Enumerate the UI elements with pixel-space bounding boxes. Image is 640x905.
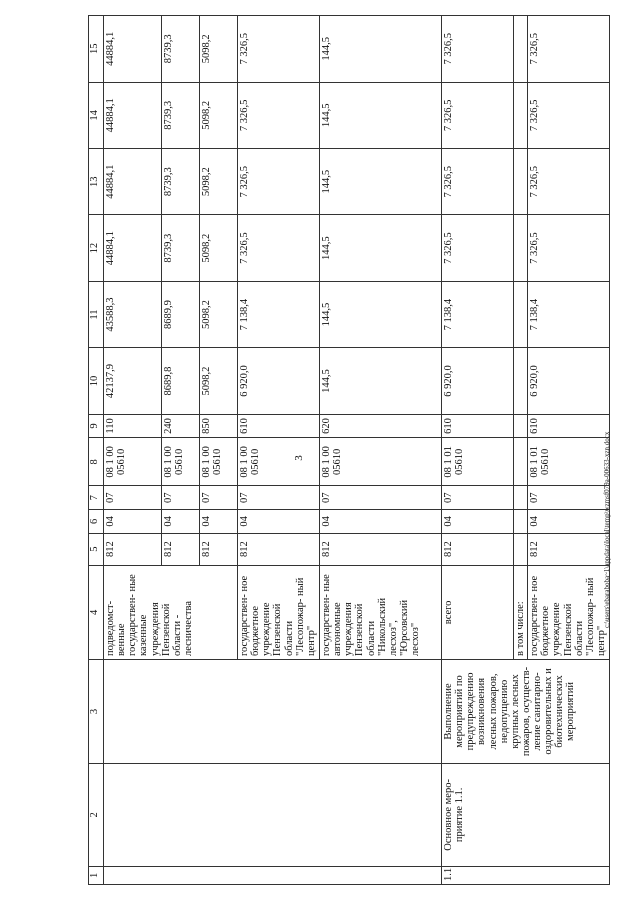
- cell-value: 5098,2: [200, 82, 238, 148]
- cell-value: 07: [528, 486, 610, 510]
- row-number: 1.1: [442, 866, 610, 884]
- cell-blank: [104, 866, 442, 884]
- including-label: в том числе:: [514, 565, 528, 659]
- cell-value: 7 326,5: [238, 215, 320, 281]
- cell-blank: [514, 510, 528, 534]
- cell-value: 5098,2: [200, 348, 238, 414]
- col-header: 11: [89, 281, 104, 347]
- cell-value: 7 138,4: [528, 281, 610, 347]
- col-header: 9: [89, 414, 104, 438]
- cell-value: 43588,3: [104, 281, 162, 347]
- cell-blank: [514, 281, 528, 347]
- col-header: 15: [89, 16, 104, 83]
- cell-value: 6 920,0: [528, 348, 610, 414]
- cell-value: 812: [442, 533, 514, 565]
- cell-value: 144,5: [320, 215, 442, 281]
- col-header: 2: [89, 763, 104, 866]
- cell-value: 812: [238, 533, 320, 565]
- cell-value: 7 326,5: [238, 82, 320, 148]
- cell-value: 6 920,0: [238, 348, 320, 414]
- cell-value: 8739,3: [162, 215, 200, 281]
- cell-value: 07: [162, 486, 200, 510]
- cell-value: 812: [104, 533, 162, 565]
- table-row: [104, 16, 162, 885]
- cell-value: 5098,2: [200, 215, 238, 281]
- cell-value: 04: [200, 510, 238, 534]
- table-row: [442, 16, 514, 885]
- cell-value: 08 1 00 05610: [162, 438, 200, 486]
- cell-blank: [514, 438, 528, 486]
- rotated-table-wrapper: [88, 15, 607, 885]
- cell-value: 850: [200, 414, 238, 438]
- cell-recipient: государствен- ное бюджетное учреждение Пензенской области "Лесопожар- ный центр": [528, 565, 610, 659]
- cell-value: 5098,2: [200, 281, 238, 347]
- cell-recipient: государствен- ные автономные учреждения Пензенской области "Никольский лесхоз", "Юрсовский лесхоз": [320, 565, 442, 659]
- cell-value: 7 326,5: [442, 82, 514, 148]
- header-row: [89, 16, 104, 885]
- cell-blank: [104, 763, 442, 866]
- cell-value: 7 326,5: [528, 82, 610, 148]
- cell-value: 610: [442, 414, 514, 438]
- footer-file-path: c:\users\ebaraboba~1\appdata\local\temp\wzmsf079a-00633-xzn.docx: [603, 431, 611, 628]
- cell-recipient: всего: [442, 565, 514, 659]
- cell-value: 04: [104, 510, 162, 534]
- cell-value: 44884,1: [104, 215, 162, 281]
- col-header: 3: [89, 660, 104, 764]
- cell-value: 144,5: [320, 82, 442, 148]
- col-header: 8: [89, 438, 104, 486]
- cell-value: 07: [104, 486, 162, 510]
- cell-value: 8739,3: [162, 16, 200, 83]
- cell-value: 8689,9: [162, 281, 200, 347]
- cell-blank: [514, 348, 528, 414]
- cell-value: 04: [528, 510, 610, 534]
- cell-value: 07: [442, 486, 514, 510]
- cell-value: 44884,1: [104, 16, 162, 83]
- cell-value: 144,5: [320, 348, 442, 414]
- cell-value: 240: [162, 414, 200, 438]
- cell-value: 7 326,5: [238, 149, 320, 215]
- cell-value: 08 1 01 05610: [442, 438, 514, 486]
- cell-value: 6 920,0: [442, 348, 514, 414]
- page-number: 3: [292, 455, 305, 461]
- cell-value: 04: [442, 510, 514, 534]
- cell-value: 7 326,5: [528, 149, 610, 215]
- cell-value: 44884,1: [104, 82, 162, 148]
- cell-recipient: государствен- ное бюджетное учреждение Пензенской области "Лесопожар- ный центр": [238, 565, 320, 659]
- cell-value: 812: [528, 533, 610, 565]
- cell-blank: [514, 149, 528, 215]
- cell-blank: [104, 660, 442, 764]
- col-header: 13: [89, 149, 104, 215]
- cell-blank: [514, 215, 528, 281]
- cell-value: 144,5: [320, 16, 442, 83]
- cell-value: 7 326,5: [442, 149, 514, 215]
- cell-value: 44884,1: [104, 149, 162, 215]
- cell-value: 7 326,5: [528, 16, 610, 83]
- cell-value: 610: [238, 414, 320, 438]
- cell-value: 620: [320, 414, 442, 438]
- col-header: 5: [89, 533, 104, 565]
- cell-value: 110: [104, 414, 162, 438]
- cell-value: 610: [528, 414, 610, 438]
- cell-blank: [514, 486, 528, 510]
- budget-table: [88, 15, 610, 885]
- cell-value: 7 138,4: [442, 281, 514, 347]
- cell-value: 7 326,5: [238, 16, 320, 83]
- cell-value: 8739,3: [162, 149, 200, 215]
- cell-value: 08 1 00 05610: [200, 438, 238, 486]
- cell-value: 08 1 00 05610: [320, 438, 442, 486]
- col-header: 14: [89, 82, 104, 148]
- event-description: Выполнение мероприятий по предупреждению возникновения лесных пожаров, недопущению крупных лесных пожаров, осуществ- ление санитарно- оздоровительных и биотехнических мероприятий: [442, 660, 610, 764]
- event-type: Основное меро- приятие 1.1.: [442, 763, 610, 866]
- cell-value: 04: [162, 510, 200, 534]
- cell-value: 7 326,5: [528, 215, 610, 281]
- cell-blank: [514, 414, 528, 438]
- cell-value: 5098,2: [200, 149, 238, 215]
- cell-value: 07: [200, 486, 238, 510]
- cell-value: 812: [320, 533, 442, 565]
- cell-value: 5098,2: [200, 16, 238, 83]
- cell-value: 7 326,5: [442, 16, 514, 83]
- cell-value: 08 1 00 05610: [238, 438, 320, 486]
- cell-value: 04: [238, 510, 320, 534]
- cell-blank: [514, 16, 528, 83]
- col-header: 12: [89, 215, 104, 281]
- cell-value: 42137,9: [104, 348, 162, 414]
- cell-value: 04: [320, 510, 442, 534]
- cell-value: 07: [320, 486, 442, 510]
- col-header: 4: [89, 565, 104, 659]
- cell-value: 08 1 00 05610: [104, 438, 162, 486]
- cell-recipient: подведомст- венные государствен- ные казенные учреждения Пензенской области - лесничества: [104, 565, 238, 659]
- cell-value: 7 326,5: [442, 215, 514, 281]
- cell-value: 8689,8: [162, 348, 200, 414]
- cell-blank: [514, 82, 528, 148]
- col-header: 1: [89, 866, 104, 884]
- cell-value: 144,5: [320, 281, 442, 347]
- cell-value: 7 138,4: [238, 281, 320, 347]
- cell-value: 07: [238, 486, 320, 510]
- col-header: 7: [89, 486, 104, 510]
- cell-blank: [514, 533, 528, 565]
- cell-value: 08 1 01 05610: [528, 438, 610, 486]
- cell-value: 8739,3: [162, 82, 200, 148]
- col-header: 6: [89, 510, 104, 534]
- cell-value: 144,5: [320, 149, 442, 215]
- col-header: 10: [89, 348, 104, 414]
- cell-value: 812: [200, 533, 238, 565]
- cell-value: 812: [162, 533, 200, 565]
